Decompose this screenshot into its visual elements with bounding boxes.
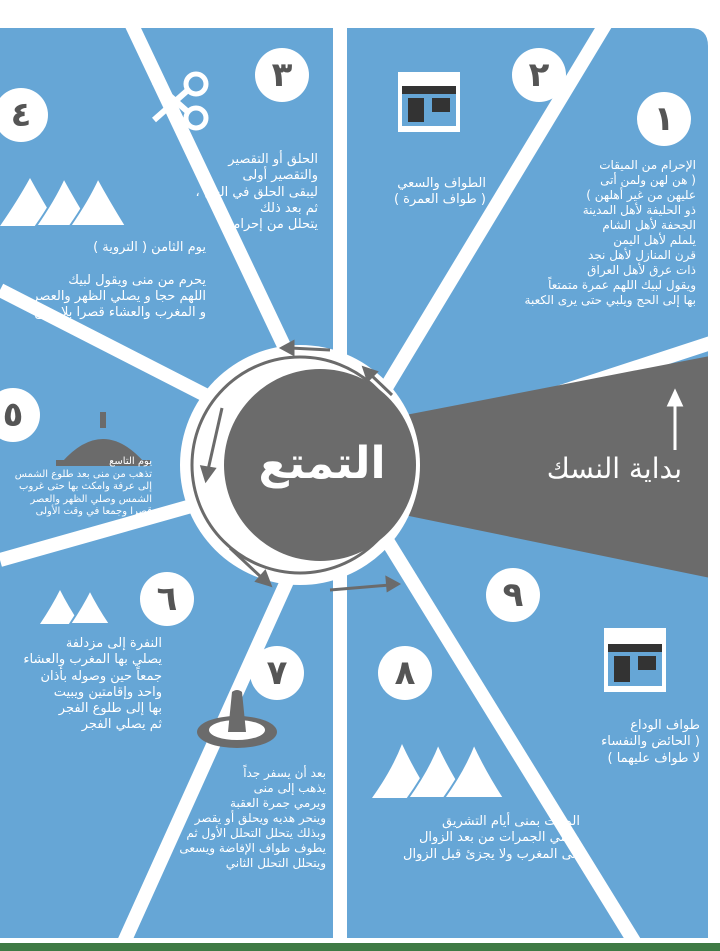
start-label: بداية النسك <box>546 452 682 485</box>
kaaba-icon <box>604 628 666 692</box>
step-text-1: الإحرام من الميقات ( هن لهن ولمن أتى عليهن من غير أهلهن ) ذو الحليفة لأهل المدينة الجحفة لأهل الشام يلملم لأهل اليمن قرن المنازل لأهل نجد ذات عرق لأهل العراق ويقول لبيك اللهم عمرة متمتعاً بها إلى الحج ويلبي حتى يرى الكعبة <box>524 158 696 307</box>
tents-icon <box>372 738 506 800</box>
jamarat-pillar-icon <box>194 688 280 750</box>
step-text-2: الطواف والسعي ( طواف العمرة ) <box>393 176 486 208</box>
step-number-6: ٦ <box>140 572 194 626</box>
step-text-6: النفرة إلى مزدلفة يصلي بها المغرب والعشاء جمعاً حين وصوله بأذان واحد وإقامتين ويبيت بها إلى طلوع الفجر ثم يصلي الفجر <box>23 636 162 733</box>
kaaba-icon <box>398 72 460 132</box>
scissors-icon <box>150 70 212 132</box>
center-title: التمتع <box>258 438 386 489</box>
step-number-7: ٧ <box>250 646 304 700</box>
step-text-8: المبيت بمنى أيام التشريق ورمي الجمرات من بعد الزوال إلى المغرب ولا يجزئ قبل الزوال <box>403 814 580 862</box>
step-number-2: ٢ <box>512 48 566 102</box>
tents-icon <box>0 170 128 230</box>
step-number-8: ٨ <box>378 646 432 700</box>
step-number-1: ١ <box>637 92 691 146</box>
step-number-5: ٥ <box>0 388 40 442</box>
step-text-7: بعد أن يسفر جداً يذهب إلى منى ويرمي جمرة العقبة وينحر هديه ويحلق أو يقصر وبذلك يتحلل التحلل الأول ثم يطوف طواف الإفاضة ويسعى ويتحلل التحلل الثاني <box>179 766 326 870</box>
step-number-4: ٤ <box>0 88 48 142</box>
step-text-3: الحلق أو التقصير والتقصير أولى ليبقى الحلق في الحج ، ثم بعد ذلك يتحلل من إحرامه <box>195 152 318 232</box>
step-number-3: ٣ <box>255 48 309 102</box>
step-text-9: طواف الوداع ( الحائض والنفساء لا طواف عليهما ) <box>601 718 700 766</box>
step-number-9: ٩ <box>486 568 540 622</box>
tents-icon <box>40 586 112 626</box>
step-text-5: يوم التاسع تذهب من منى بعد طلوع الشمس إلى عرفة وامكث بها حتى غروب الشمس وصلي الظهر والعصر قصرا وجمعا في وقت الأولى <box>14 456 152 517</box>
step-text-4: يوم الثامن ( التروية ) يحرم من منى ويقول لبيك اللهم حجا و يصلي الظهر والعصر و المغرب والعشاء قصرا بلا جمع <box>32 240 206 320</box>
bottom-divider <box>0 943 720 951</box>
